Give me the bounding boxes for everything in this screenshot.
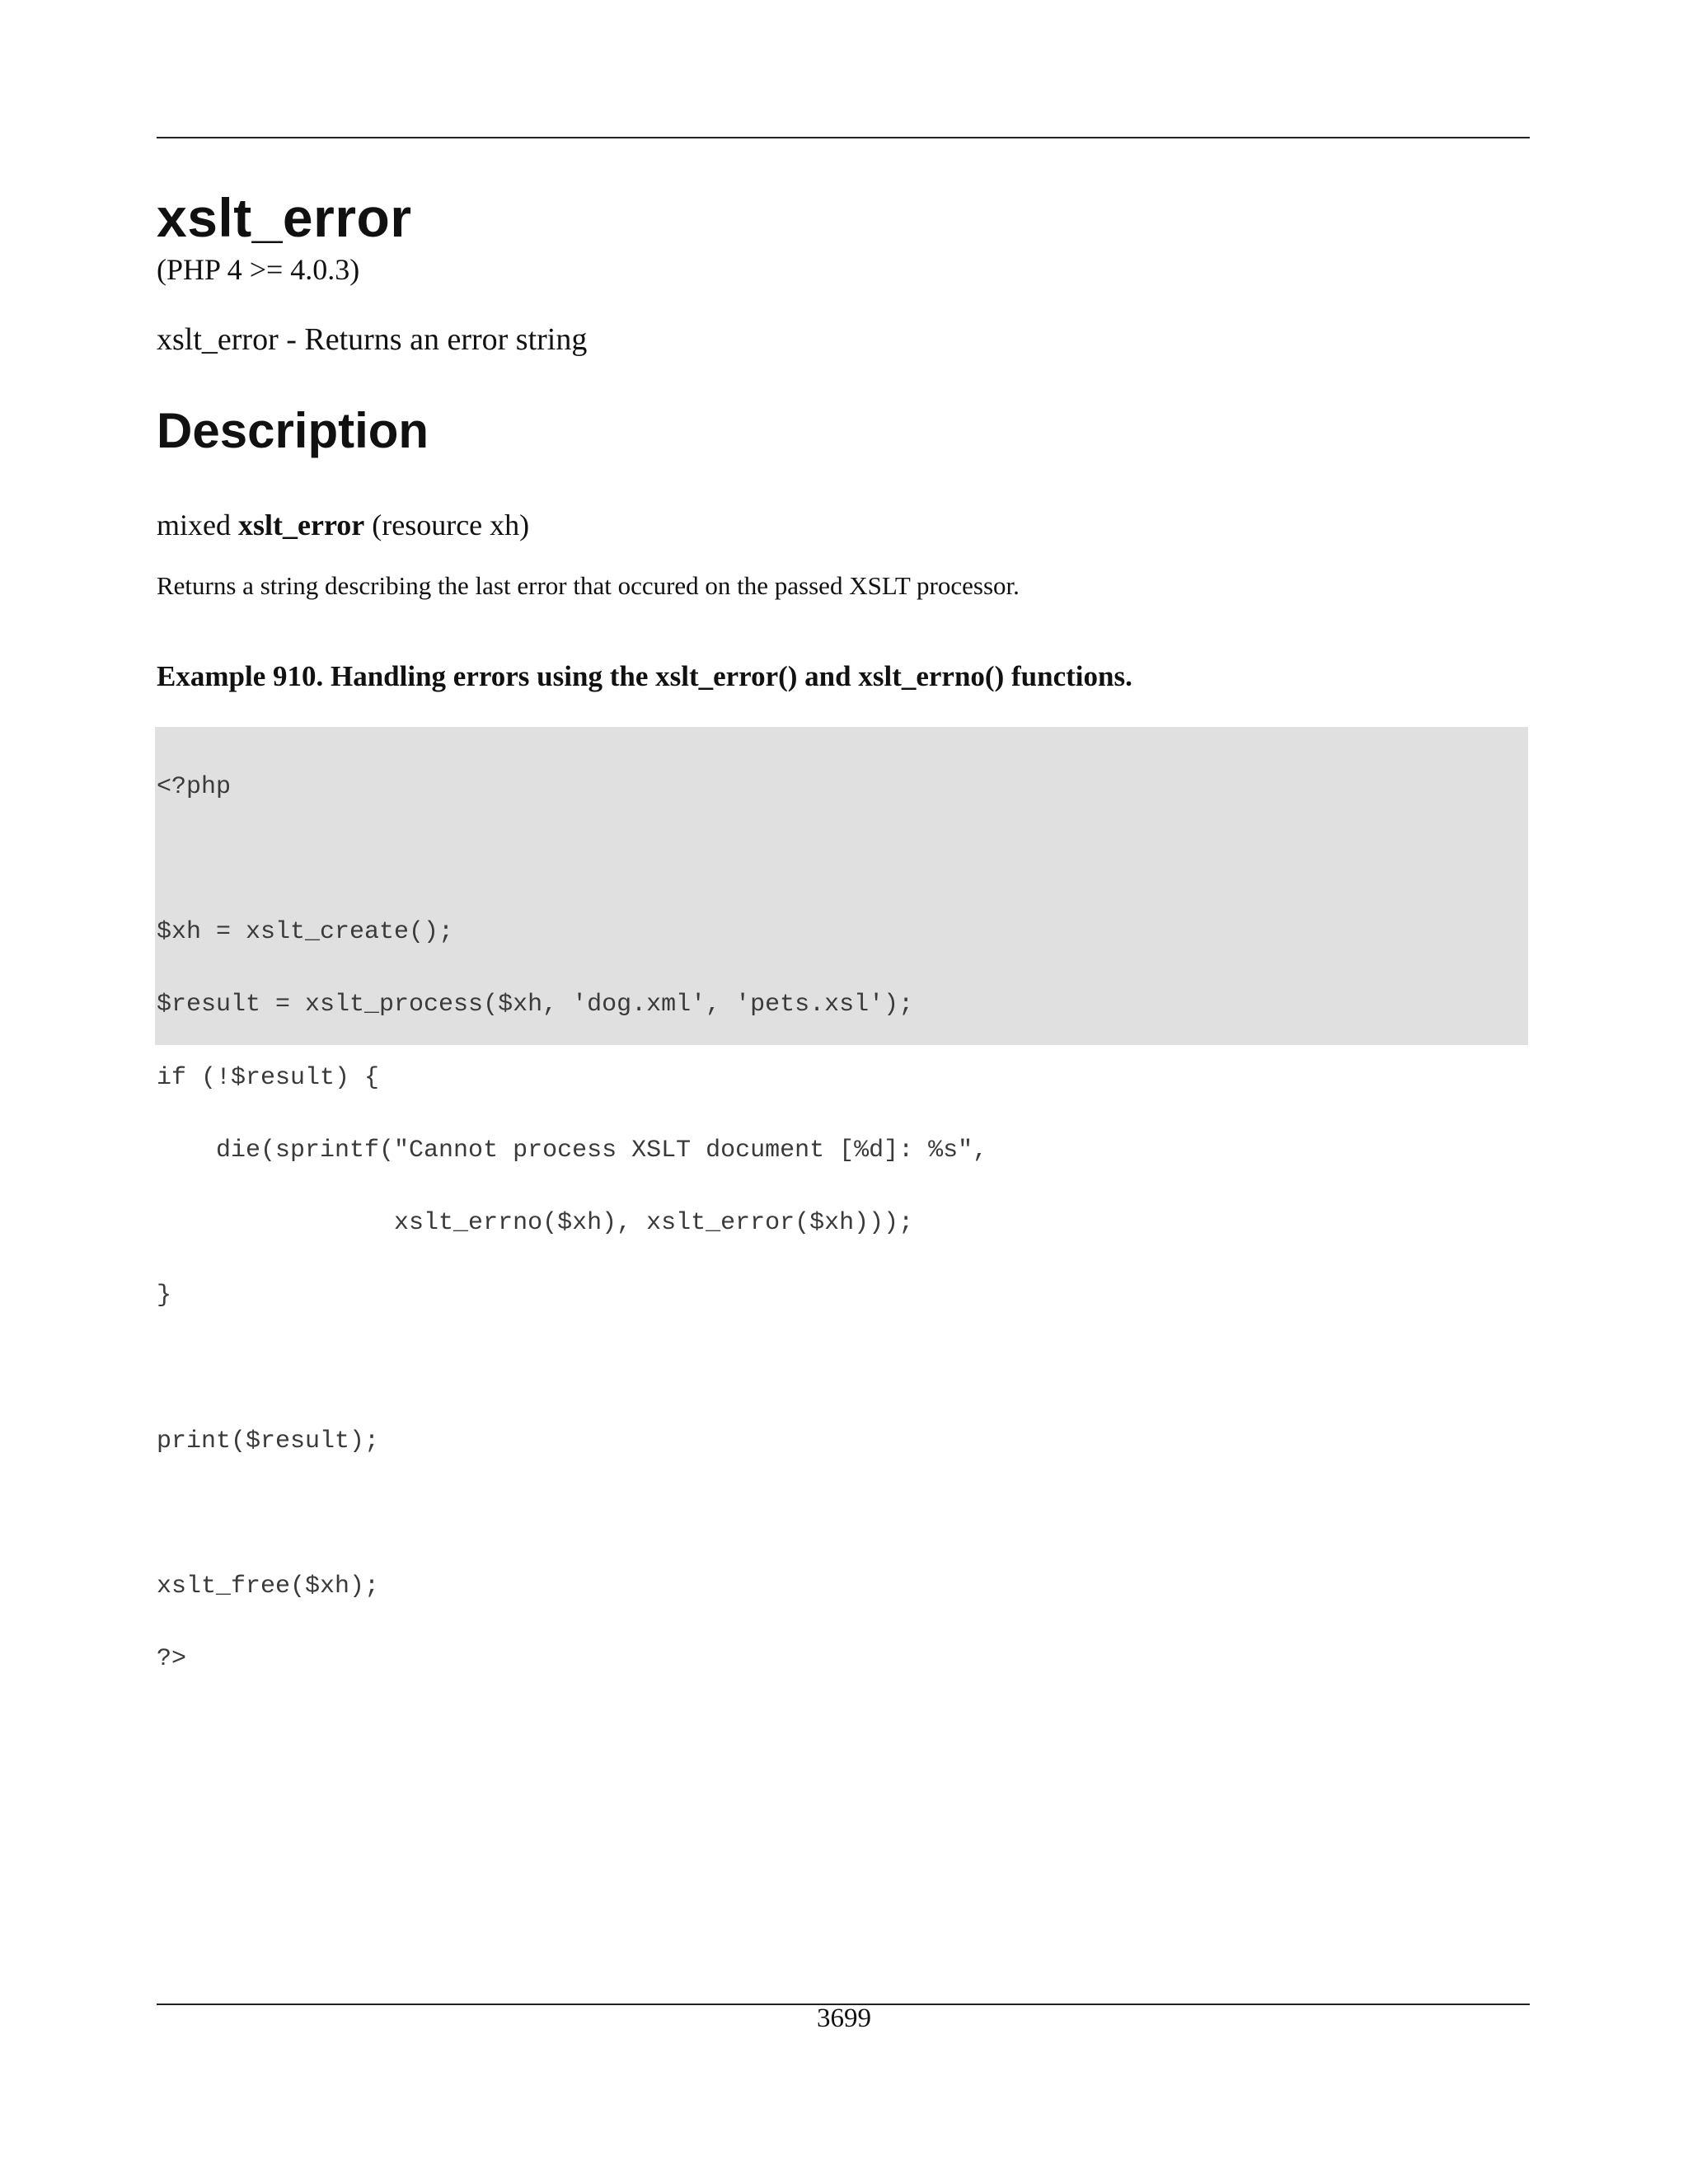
version-info: (PHP 4 >= 4.0.3) (157, 253, 360, 286)
page-number: 3699 (817, 2004, 871, 2033)
code-line (157, 848, 1526, 872)
page-title: xslt_error (157, 187, 412, 248)
function-purpose: xslt_error - Returns an error string (157, 322, 588, 357)
code-example (155, 727, 1528, 1674)
header-rule (157, 137, 1530, 138)
code-line: ?> (157, 1645, 187, 1674)
code-line: $xh = xslt_create(); (157, 918, 454, 947)
synopsis-function-name: xslt_error (237, 509, 365, 541)
description-heading: Description (157, 403, 429, 458)
function-synopsis (157, 508, 529, 543)
code-line: if (!$result) { (157, 1063, 380, 1092)
code-line (157, 1357, 1526, 1380)
example-title: Example 910. Handling errors using the xslt_error() and xslt_errno() functions. (157, 660, 1132, 692)
code-line: } (157, 1282, 172, 1310)
code-line: die(sprintf("Cannot process XSLT document [%d]: %s", (157, 1136, 988, 1165)
code-line: print($result); (157, 1427, 380, 1455)
code-line: xslt_free($xh); (157, 1572, 380, 1601)
code-line (157, 1502, 1526, 1526)
code-line: $result = xslt_process($xh, 'dog.xml', 'pets.xsl'); (157, 991, 914, 1019)
description-text: Returns a string describing the last error that occured on the passed XSLT processor. (157, 571, 1020, 600)
code-line: <?php (157, 772, 232, 801)
synopsis-params: (resource xh) (372, 509, 530, 541)
code-line: xslt_errno($xh), xslt_error($xh))); (157, 1209, 914, 1238)
synopsis-return-type: mixed (157, 509, 231, 541)
